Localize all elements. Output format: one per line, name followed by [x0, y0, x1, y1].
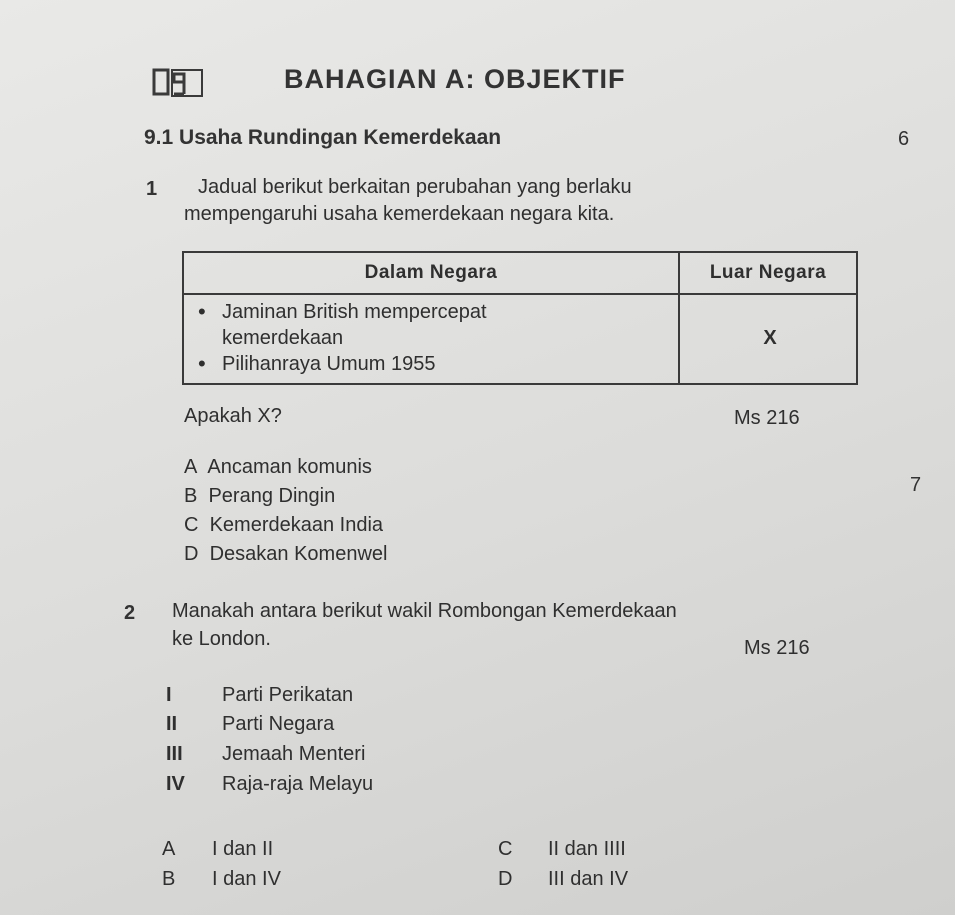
roman-item: III Jemaah Menteri	[166, 743, 366, 765]
roman-item: IV Raja-raja Melayu	[166, 773, 374, 795]
table-header-luar-negara: Luar Negara	[679, 252, 857, 294]
option-d: D Desakan Komenwel	[184, 543, 388, 565]
answer-option-c: C II dan IIII	[498, 838, 626, 860]
table-cell-x: X	[679, 294, 857, 384]
page-number: 6	[898, 128, 910, 150]
question-number: 2	[124, 602, 136, 624]
question-table	[182, 251, 858, 385]
question-stem-line: Manakah antara berikut wakil Rombongan Kemerdekaan	[172, 600, 677, 622]
answer-option-d: D III dan IV	[498, 868, 629, 890]
section-title: BAHAGIAN A: OBJEKTIF	[284, 64, 626, 94]
page-reference: Ms 216	[744, 637, 810, 659]
chapter-9-icon	[152, 66, 204, 98]
option-a: A Ancaman komunis	[184, 456, 372, 478]
roman-item: I Parti Perikatan	[166, 684, 354, 706]
answer-option-b: B I dan IV	[162, 868, 281, 890]
answer-option-a: A I dan II	[162, 838, 274, 860]
table-cell-dalam-negara	[183, 294, 679, 384]
question-stem-line: mempengaruhi usaha kemerdekaan negara kita.	[184, 203, 615, 225]
option-c: C Kemerdekaan India	[184, 514, 384, 536]
table-header-dalam-negara: Dalam Negara	[183, 252, 679, 294]
roman-item: II Parti Negara	[166, 713, 335, 735]
table-bullet-item: • Jaminan British mempercepat kemerdekaan	[196, 299, 592, 351]
page-reference: Ms 216	[734, 407, 800, 429]
table-bullet-item: • Pilihanraya Umum 1955	[196, 351, 670, 377]
subtopic-heading: 9.1 Usaha Rundingan Kemerdekaan	[144, 126, 502, 149]
question-stem-line: ke London.	[172, 628, 271, 650]
question-number: 1	[146, 178, 158, 200]
question-stem-line: Jadual berikut berkaitan perubahan yang berlaku	[198, 176, 632, 198]
page-number: 7	[910, 474, 922, 496]
question-prompt: Apakah X?	[184, 405, 282, 427]
option-b: B Perang Dingin	[184, 485, 336, 507]
